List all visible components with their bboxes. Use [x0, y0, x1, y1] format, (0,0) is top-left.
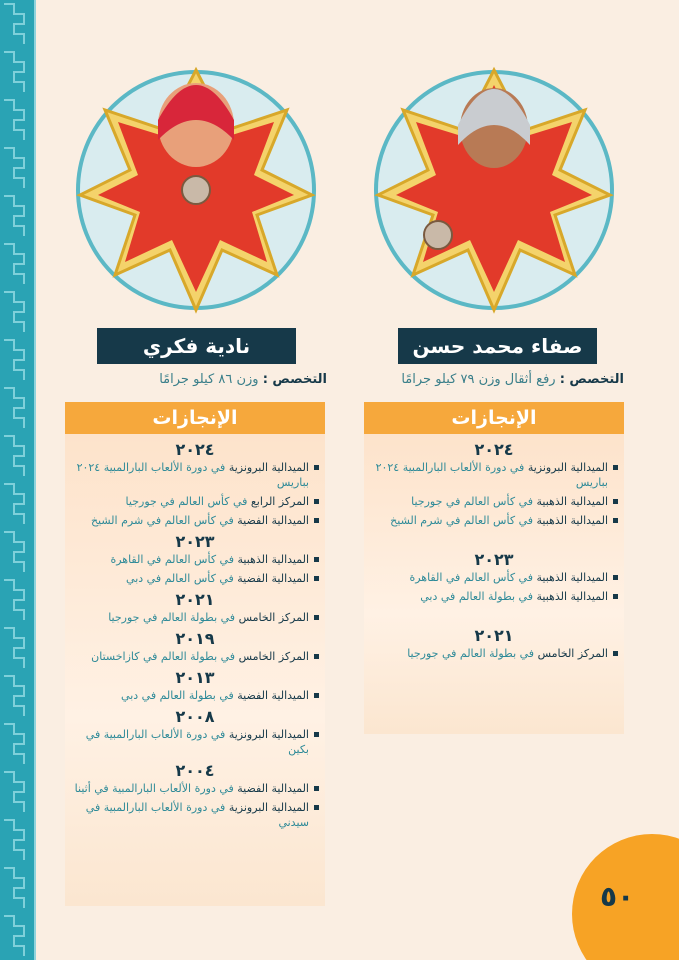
achievement-detail: في كأس العالم في شرم الشيخ — [390, 514, 533, 527]
achievement-detail: في دورة الألعاب البارالمبية ٢٠٢٤ بباريس — [76, 461, 309, 489]
achievement-detail: في كأس العالم في القاهرة — [409, 571, 533, 584]
athlete-card-right — [360, 0, 628, 330]
achievement-item — [65, 610, 325, 625]
achievement-year-group — [65, 707, 325, 757]
arabesque-pattern-icon — [0, 0, 36, 960]
achievements-title-left: الإنجازات — [65, 402, 325, 434]
specialty-label: التخصص : — [559, 372, 624, 387]
achievement-year: ٢٠١٣ — [175, 668, 215, 687]
achievement-year: ٢٠٢٣ — [175, 532, 215, 551]
achievement-detail: في بطولة العالم في جورجيا — [407, 647, 535, 660]
achievement-lead: الميدالية البرونزية — [228, 801, 309, 814]
achievement-item — [364, 513, 624, 528]
athlete-name-left: نادية فكري — [97, 328, 296, 364]
athlete-photo-icon — [360, 30, 628, 330]
specialty-label: التخصص : — [262, 372, 327, 387]
achievement-detail: في دورة الألعاب البارالمبية ٢٠٢٤ بباريس — [375, 461, 608, 489]
achievement-lead: الميدالية الذهبية — [536, 571, 608, 584]
achievement-detail: في بطولة العالم في جورجيا — [108, 611, 236, 624]
achievement-item — [364, 570, 624, 585]
athlete-card-left — [62, 0, 330, 330]
achievement-lead: المركز الخامس — [537, 647, 608, 660]
achievement-year-group — [364, 550, 624, 604]
achievement-lead: الميدالية الذهبية — [536, 495, 608, 508]
achievement-lead: الميدالية الفضية — [237, 689, 309, 702]
achievement-detail: في بطولة العالم في دبي — [420, 590, 533, 603]
achievement-year-group — [65, 440, 325, 528]
achievement-year-group — [364, 440, 624, 528]
achievement-lead: الميدالية البرونزية — [228, 728, 309, 741]
achievement-item — [65, 800, 325, 830]
specialty-left — [159, 372, 327, 387]
achievement-lead: الميدالية الذهبية — [237, 553, 309, 566]
achievement-detail: في كأس العالم في شرم الشيخ — [90, 514, 234, 527]
specialty-value: رفع أثقال وزن ٧٩ كيلو جرامًا — [401, 372, 556, 387]
decorative-side-strip — [0, 0, 36, 960]
achievement-item — [364, 589, 624, 604]
achievement-item — [65, 460, 325, 490]
achievement-detail: في دورة الألعاب البارالمبية في سيدني — [85, 801, 309, 829]
page-number: ٥٠ — [600, 880, 635, 913]
achievement-year: ٢٠٢٣ — [474, 550, 514, 569]
achievement-year: ٢٠٢١ — [175, 590, 215, 609]
achievement-year-group — [65, 629, 325, 664]
achievement-year-group — [65, 590, 325, 625]
achievement-year: ٢٠٢١ — [474, 626, 514, 645]
achievement-detail: في كأس العالم في جورجيا — [125, 495, 248, 508]
specialty-value: وزن ٨٦ كيلو جرامًا — [159, 372, 259, 387]
achievement-item — [65, 727, 325, 757]
athlete-photo-frame — [62, 30, 330, 330]
achievement-detail: في كأس العالم في دبي — [126, 572, 234, 585]
achievement-detail: في بطولة العالم في كازاخستان — [91, 650, 236, 663]
achievement-lead: المركز الرابع — [250, 495, 309, 508]
achievements-panel-left — [65, 434, 325, 906]
achievement-year: ٢٠٠٨ — [175, 707, 215, 726]
athlete-photo-icon — [62, 30, 330, 330]
achievement-year-group — [364, 626, 624, 661]
achievement-year: ٢٠٠٤ — [175, 761, 215, 780]
achievement-detail: في دورة الألعاب البارالمبية في أثينا — [74, 782, 234, 795]
achievement-year-group — [65, 668, 325, 703]
achievement-item — [65, 571, 325, 586]
achievement-lead: الميدالية الفضية — [237, 782, 309, 795]
achievement-lead: الميدالية الذهبية — [536, 590, 608, 603]
achievement-lead: الميدالية الفضية — [237, 514, 309, 527]
achievement-item — [65, 494, 325, 509]
achievement-item — [364, 494, 624, 509]
achievement-lead: المركز الخامس — [238, 611, 309, 624]
specialty-right — [401, 372, 624, 387]
achievement-lead: الميدالية البرونزية — [527, 461, 608, 474]
achievement-year: ٢٠٢٤ — [474, 440, 514, 459]
achievement-lead: المركز الخامس — [238, 650, 309, 663]
achievement-detail: في دورة الألعاب البارالمبية في بكين — [85, 728, 309, 756]
achievement-detail: في كأس العالم في جورجيا — [411, 495, 533, 508]
achievement-year-group — [65, 761, 325, 830]
achievement-detail: في بطولة العالم في دبي — [121, 689, 234, 702]
achievements-panel-right — [364, 434, 624, 734]
achievement-item — [65, 552, 325, 567]
achievement-lead: الميدالية الفضية — [237, 572, 309, 585]
achievement-year: ٢٠٢٤ — [175, 440, 215, 459]
achievement-item — [364, 460, 624, 490]
achievement-year: ٢٠١٩ — [175, 629, 215, 648]
achievement-item — [65, 513, 325, 528]
achievement-item — [65, 781, 325, 796]
achievements-title-right: الإنجازات — [364, 402, 624, 434]
achievement-item — [65, 688, 325, 703]
athlete-photo-frame — [360, 30, 628, 330]
achievement-detail: في كأس العالم في القاهرة — [110, 553, 234, 566]
athlete-name-right: صفاء محمد حسن — [398, 328, 597, 364]
achievement-item — [364, 646, 624, 661]
achievement-lead: الميدالية الذهبية — [536, 514, 608, 527]
achievement-item — [65, 649, 325, 664]
achievement-lead: الميدالية البرونزية — [228, 461, 309, 474]
achievement-year-group — [65, 532, 325, 586]
